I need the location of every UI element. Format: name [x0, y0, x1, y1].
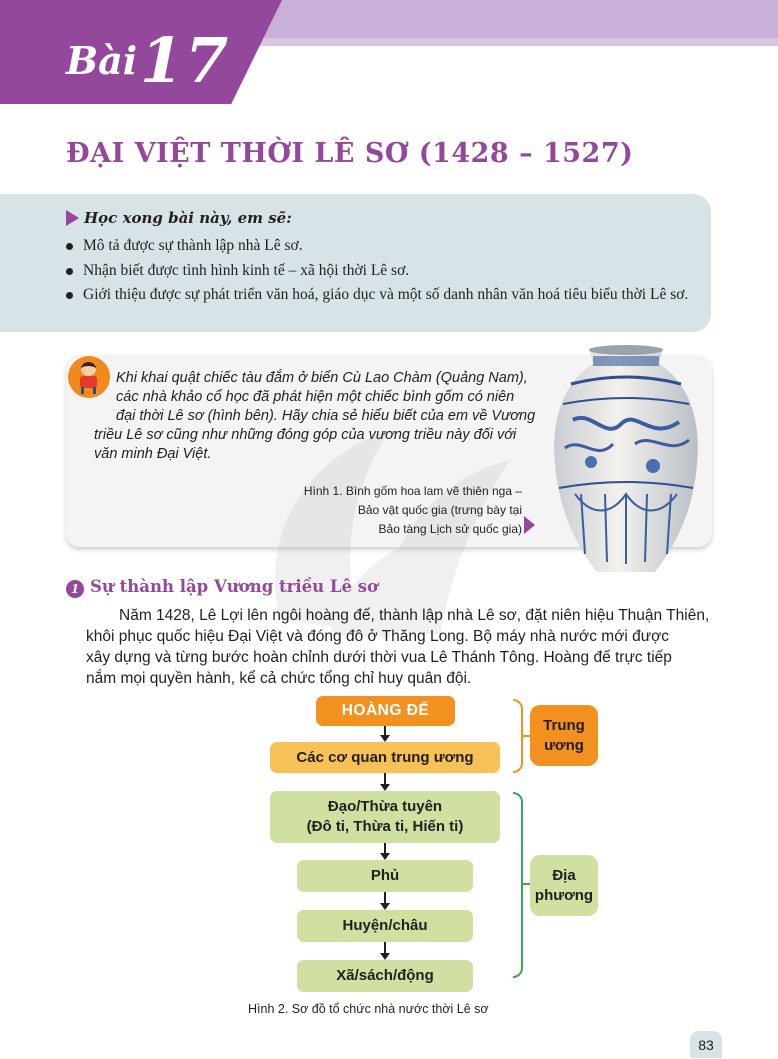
caption-line: Hình 1. Bình gốm hoa lam vẽ thiên nga –	[303, 484, 522, 498]
group-label-line: Địa	[552, 866, 576, 884]
blue-white-vase-image	[551, 344, 701, 576]
group-dia-phuong	[530, 855, 598, 916]
connector-arrow	[384, 892, 386, 908]
node-dao-line2: (Đô ti, Thừa ti, Hiến ti)	[306, 818, 464, 835]
bullet-icon	[66, 243, 73, 250]
paragraph-line: khôi phục quốc hiệu Đại Việt và đóng đô ở Thăng Long. Bộ máy nhà nước mới được	[86, 628, 670, 645]
play-arrow-icon	[66, 210, 79, 226]
objective-text: Nhận biết được tình hình kinh tế – xã hội thời Lê sơ.	[83, 262, 410, 279]
objective-item	[66, 284, 706, 305]
node-huyen-chau: Huyện/châu	[297, 910, 473, 942]
group-label-line: phương	[534, 886, 594, 904]
caption-line: Bảo vật quốc gia (trưng bày tại	[357, 503, 522, 517]
objective-text: Giới thiệu được sự phát triển văn hoá, giáo dục và một số danh nhân văn hoá tiêu biểu thời Lê sơ.	[83, 286, 689, 303]
local-brace-tip	[522, 883, 530, 885]
node-phu: Phủ	[297, 860, 473, 892]
node-dao-line1: Đạo/Thừa tuyên	[327, 798, 443, 815]
node-trung-uong: Các cơ quan trung ương	[270, 742, 500, 773]
lesson-word: Bài	[66, 38, 138, 83]
group-label-line: ương	[544, 736, 584, 754]
objectives-heading-text: Học xong bài này, em sẽ:	[84, 209, 292, 227]
section-number-badge: 1	[66, 580, 84, 598]
group-trung-uong	[530, 705, 598, 766]
node-hoang-de: HOÀNG ĐẾ	[316, 696, 455, 726]
intro-question	[94, 369, 544, 464]
intro-line: triều Lê sơ cũng như những đóng góp của vương triều này đối với	[94, 427, 517, 443]
paragraph-line: xây dựng và từng bước hoàn chỉnh dưới thời vua Lê Thánh Tông. Hoàng đế trực tiếp	[86, 649, 672, 666]
local-brace	[513, 792, 523, 978]
connector-arrow	[384, 843, 386, 858]
figure-2-caption: Hình 2. Sơ đồ tổ chức nhà nước thời Lê sơ	[248, 1002, 489, 1016]
connector-arrow	[384, 942, 386, 958]
caption-arrow-icon	[524, 516, 535, 534]
connector-arrow	[384, 773, 386, 789]
section-paragraph	[86, 605, 726, 689]
caption-line: Bảo tàng Lịch sử quốc gia)	[378, 522, 522, 536]
page-title: ĐẠI VIỆT THỜI LÊ SƠ (1428 – 1527)	[66, 138, 634, 169]
objective-text: Mô tả được sự thành lập nhà Lê sơ.	[83, 237, 303, 254]
objectives-heading	[66, 209, 292, 227]
figure-1-caption	[270, 482, 522, 539]
bullet-icon	[66, 292, 73, 299]
section-title: Sự thành lập Vương triều Lê sơ	[90, 577, 378, 596]
node-xa-sach-dong: Xã/sách/động	[297, 960, 473, 992]
node-dao-thua-tuyen	[270, 791, 500, 843]
paragraph-line: nắm mọi quyền hành, kể cả chức tổng chỉ huy quân đội.	[86, 670, 472, 687]
intro-line: văn minh Đại Việt.	[94, 446, 212, 462]
central-brace-tip	[522, 735, 530, 737]
page-number: 83	[690, 1031, 722, 1058]
objective-item	[66, 260, 706, 281]
lesson-number: 17	[140, 24, 231, 97]
connector-arrow	[384, 726, 386, 740]
objective-item	[66, 235, 706, 256]
intro-line: đại thời Lê sơ (hình bên). Hãy chia sẻ hiểu biết của em về Vương	[116, 408, 536, 424]
group-label-line: Trung	[543, 716, 585, 734]
intro-line: Khi khai quật chiếc tàu đắm ở biển Cù Lao Chàm (Quảng Nam),	[116, 370, 528, 386]
paragraph-line: Năm 1428, Lê Lợi lên ngôi hoàng đế, thành lập nhà Lê sơ, đặt niên hiệu Thuận Thiên,	[119, 607, 710, 624]
bullet-icon	[66, 268, 73, 275]
intro-line: các nhà khảo cổ học đã phát hiện một chiếc bình gốm có niên	[116, 389, 515, 405]
